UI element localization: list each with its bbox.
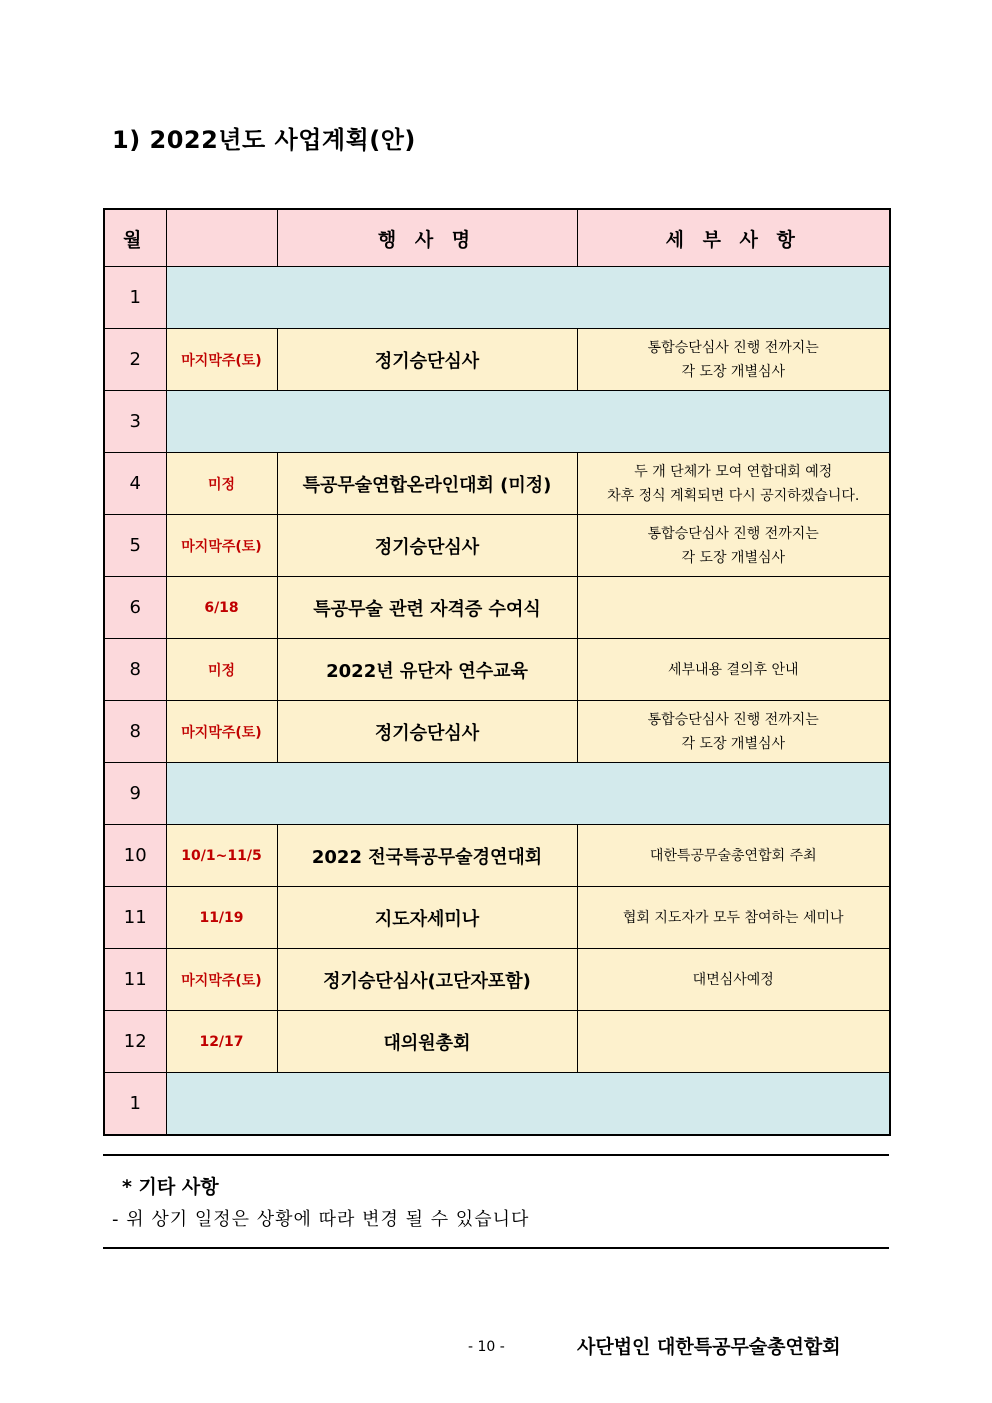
detail-line: 두 개 단체가 모여 연합대회 예정 [634, 463, 833, 480]
date-cell: 마지막주(토) [166, 515, 277, 577]
empty-month-cell [166, 1073, 890, 1136]
month-cell: 10 [104, 825, 166, 887]
table-row [104, 887, 890, 949]
table-row [104, 701, 890, 763]
date-cell: 마지막주(토) [166, 329, 277, 391]
detail-cell [577, 701, 890, 763]
table-row [104, 329, 890, 391]
table-row [104, 1011, 890, 1073]
detail-line: 통합승단심사 진행 전까지는 [647, 339, 819, 356]
month-cell: 3 [104, 391, 166, 453]
table-row [104, 1073, 890, 1136]
detail-cell [577, 825, 890, 887]
table-row [104, 825, 890, 887]
table-row [104, 577, 890, 639]
table-row [104, 639, 890, 701]
date-cell: 미정 [166, 453, 277, 515]
date-cell: 10/1~11/5 [166, 825, 277, 887]
empty-month-cell [166, 391, 890, 453]
empty-month-cell [166, 267, 890, 329]
detail-cell [577, 887, 890, 949]
event-name-cell: 특공무술 관련 자격증 수여식 [277, 577, 577, 639]
event-name-cell: 2022 전국특공무술경연대회 [277, 825, 577, 887]
detail-line: 통합승단심사 진행 전까지는 [647, 525, 819, 542]
note-text: - 위 상기 일정은 상황에 따라 변경 될 수 있습니다 [112, 1209, 530, 1230]
detail-cell [577, 1011, 890, 1073]
detail-cell [577, 949, 890, 1011]
date-cell: 마지막주(토) [166, 701, 277, 763]
event-name-cell: 지도자세미나 [277, 887, 577, 949]
event-name-cell: 2022년 유단자 연수교육 [277, 639, 577, 701]
event-name-cell: 특공무술연합온라인대회 (미정) [277, 453, 577, 515]
date-cell: 12/17 [166, 1011, 277, 1073]
detail-cell [577, 577, 890, 639]
month-cell: 1 [104, 267, 166, 329]
event-name-cell: 정기승단심사 [277, 701, 577, 763]
header-date [166, 209, 277, 267]
page-title: 1) 2022년도 사업계획(안) [112, 126, 416, 154]
month-cell: 12 [104, 1011, 166, 1073]
table-header-row [104, 209, 890, 267]
detail-cell [577, 515, 890, 577]
month-cell: 1 [104, 1073, 166, 1136]
detail-line: 각 도장 개별심사 [681, 363, 786, 380]
table-row [104, 515, 890, 577]
month-cell: 9 [104, 763, 166, 825]
detail-line: 대한특공무술총연합회 주최 [649, 847, 817, 864]
date-cell: 11/19 [166, 887, 277, 949]
header-month: 월 [104, 209, 166, 267]
detail-cell [577, 639, 890, 701]
table-row [104, 453, 890, 515]
header-event: 행 사 명 [277, 209, 577, 267]
detail-line: 통합승단심사 진행 전까지는 [647, 711, 819, 728]
table-row [104, 391, 890, 453]
event-name-cell: 정기승단심사(고단자포함) [277, 949, 577, 1011]
event-name-cell: 대의원총회 [277, 1011, 577, 1073]
detail-line: 차후 정식 계획되면 다시 공지하겠습니다. [607, 487, 860, 504]
month-cell: 6 [104, 577, 166, 639]
detail-cell [577, 329, 890, 391]
month-cell: 8 [104, 701, 166, 763]
detail-line: 협회 지도자가 모두 참여하는 세미나 [622, 909, 844, 926]
table-row [104, 267, 890, 329]
organization-name: 사단법인 대한특공무술총연합회 [577, 1336, 841, 1358]
table-row [104, 763, 890, 825]
month-cell: 11 [104, 949, 166, 1011]
detail-cell [577, 453, 890, 515]
empty-month-cell [166, 763, 890, 825]
month-cell: 8 [104, 639, 166, 701]
note-title: * 기타 사항 [122, 1176, 219, 1198]
detail-line: 세부내용 결의후 안내 [667, 661, 799, 678]
month-cell: 4 [104, 453, 166, 515]
divider-top [103, 1154, 889, 1156]
header-detail: 세 부 사 항 [577, 209, 890, 267]
date-cell: 미정 [166, 639, 277, 701]
event-name-cell: 정기승단심사 [277, 329, 577, 391]
date-cell: 6/18 [166, 577, 277, 639]
month-cell: 11 [104, 887, 166, 949]
page-number: - 10 - [468, 1339, 505, 1355]
date-cell: 마지막주(토) [166, 949, 277, 1011]
detail-line: 각 도장 개별심사 [681, 735, 786, 752]
schedule-table [103, 208, 891, 1136]
detail-line: 대면심사예정 [692, 971, 774, 988]
table-row [104, 949, 890, 1011]
event-name-cell: 정기승단심사 [277, 515, 577, 577]
detail-line: 각 도장 개별심사 [681, 549, 786, 566]
month-cell: 5 [104, 515, 166, 577]
month-cell: 2 [104, 329, 166, 391]
divider-bottom [103, 1247, 889, 1249]
